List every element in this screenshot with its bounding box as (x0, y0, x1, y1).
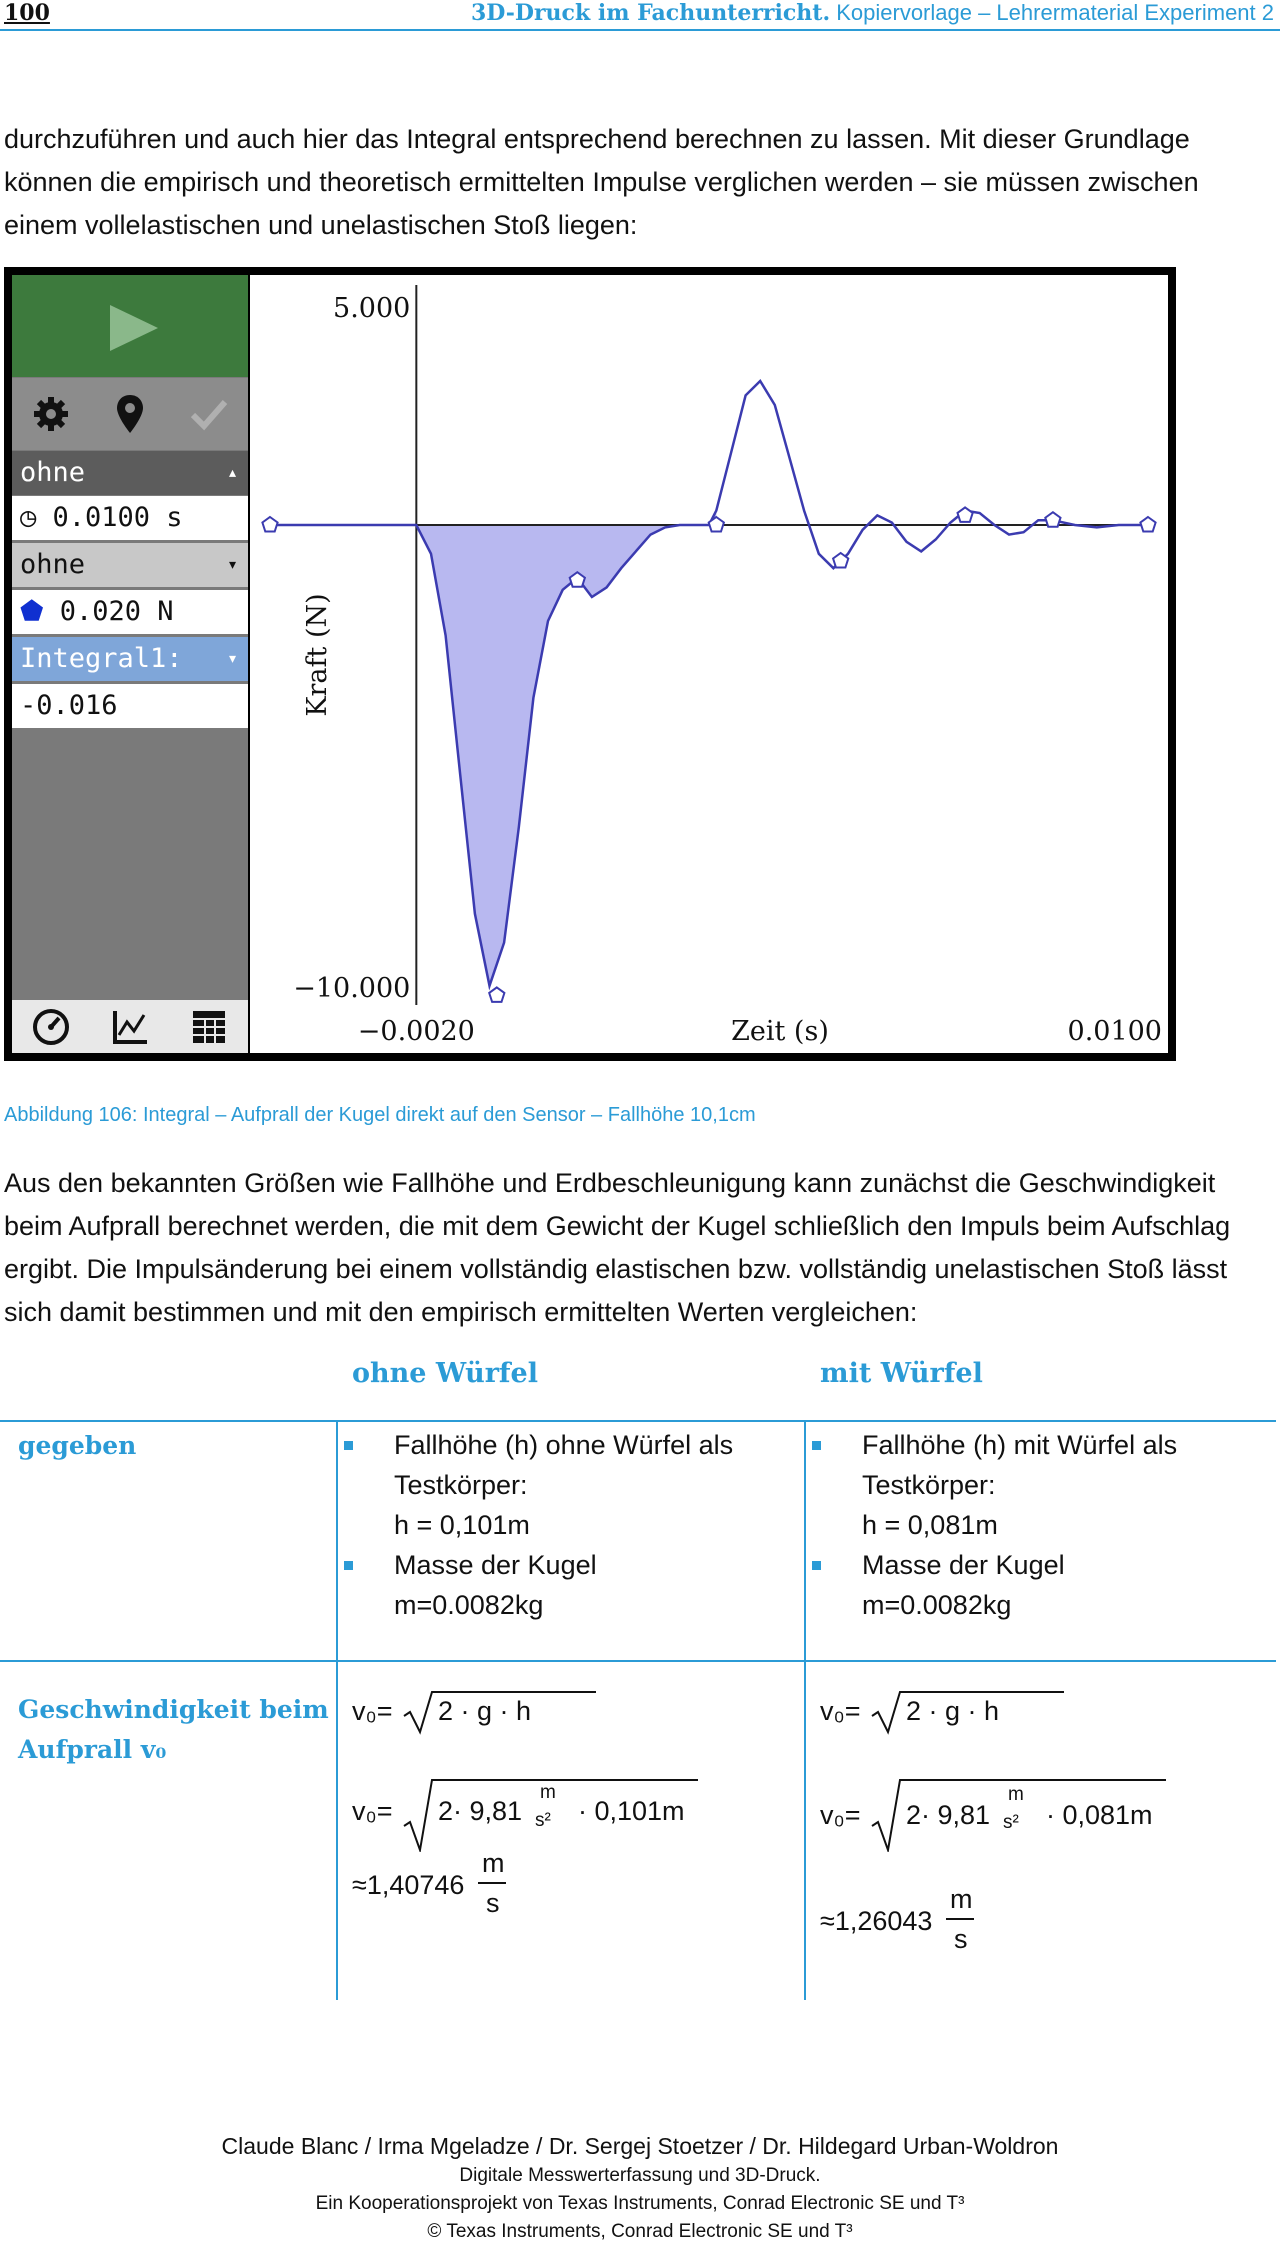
check-icon (189, 397, 229, 431)
velocity-calc-ohne-wuerfel (352, 1688, 792, 1988)
select-analysis-1[interactable] (12, 451, 248, 495)
given-line: m=0.0082kg (862, 1590, 1012, 1620)
explanation-line: ergibt. Die Impulsänderung bei einem vollständig elastischen bzw. vollständig unelastischen Stoß lässt (4, 1254, 1228, 1284)
column-header-mit-wuerfel: mit Würfel (820, 1358, 983, 1389)
integral-value-text: -0.016 (20, 690, 118, 721)
play-button[interactable] (12, 275, 248, 377)
gear-icon (31, 394, 71, 434)
select-analysis-1-label: ohne (20, 457, 86, 488)
row-label-gegeben: gegeben (18, 1431, 137, 1460)
given-line: Masse der Kugel (862, 1550, 1065, 1580)
explanation-line: sich damit bestimmen und mit den empirisch ermittelten Werten vergleichen: (4, 1297, 918, 1327)
caret-down-icon: ▾ (227, 554, 238, 575)
unit-denominator: s² (535, 1810, 551, 1831)
marker-button[interactable] (91, 378, 169, 450)
force-value-text: 0.020 N (59, 596, 174, 627)
result-unit-numerator: m (482, 1848, 505, 1878)
result-unit-denominator: s (486, 1888, 500, 1918)
play-icon (12, 275, 248, 377)
intro-line: können die empirisch und theoretisch ermittelten Impulse verglichen werden – sie müssen zwischen (4, 167, 1199, 197)
y-tick-label-bottom: −10.000 (293, 973, 411, 1004)
table-view-button[interactable] (169, 1000, 248, 1053)
result-unit-denominator: s (954, 1924, 968, 1954)
bullet-icon (812, 1561, 821, 1570)
meter-view-button[interactable] (12, 1000, 91, 1053)
fraction-bar (478, 1882, 506, 1884)
formula-substitution: 2· 9,81 (906, 1800, 991, 1830)
bullet-icon (344, 1441, 353, 1450)
y-axis-label: Kraft (N) (302, 593, 333, 717)
pentagon-marker-icon: ⬟ (20, 596, 60, 627)
force-value (12, 590, 248, 634)
location-pin-icon (114, 393, 146, 435)
formula-radicand: 2 · g · h (906, 1696, 1000, 1726)
table-rule (0, 1660, 1276, 1662)
time-value (12, 496, 248, 540)
clock-icon: ◷ (20, 502, 53, 533)
time-value-text: 0.0100 s (52, 502, 183, 533)
given-line: Testkörper: (394, 1470, 528, 1500)
table-rule (0, 1420, 1276, 1422)
gauge-icon (31, 1007, 71, 1047)
graph-view-button[interactable] (91, 1000, 170, 1053)
confirm-button[interactable] (170, 378, 248, 450)
given-line: Testkörper: (862, 1470, 996, 1500)
figure-caption: Abbildung 106: Integral – Aufprall der Kugel direkt auf den Sensor – Fallhöhe 10,1cm (4, 1104, 756, 1126)
formula-radicand: 2 · g · h (438, 1696, 532, 1726)
header-title-bold: 3D-Druck im Fachunterricht. (470, 0, 831, 26)
x-tick-label-right: 0.0100 (1067, 1016, 1162, 1047)
velocity-result: ≈1,26043 (820, 1906, 933, 1936)
header-rule (0, 29, 1280, 31)
velocity-calc-mit-wuerfel (820, 1688, 1260, 1988)
explanation-line: Aus den bekannten Größen wie Fallhöhe und Erdbeschleunigung kann zunächst die Geschwindigkeit (4, 1168, 1216, 1198)
column-header-ohne-wuerfel: ohne Würfel (352, 1358, 538, 1389)
v0-symbol: v₀= (352, 1696, 393, 1726)
given-mit-wuerfel (862, 1425, 1177, 1625)
given-line: h = 0,081m (862, 1510, 998, 1540)
v0-symbol: v₀= (820, 1800, 861, 1830)
unit-numerator: m (1008, 1784, 1024, 1805)
intro-line: durchzuführen und auch hier das Integral entsprechend berechnen zu lassen. Mit dieser Grundlage (4, 124, 1190, 154)
bullet-icon (812, 1441, 821, 1450)
explanation-paragraph (4, 1162, 1276, 1334)
fraction-bar (946, 1918, 974, 1920)
page-number: 100 (4, 0, 50, 26)
unit-numerator: m (540, 1782, 556, 1803)
v0-symbol: v₀= (352, 1796, 393, 1826)
given-line: h = 0,101m (394, 1510, 530, 1540)
x-axis-label: Zeit (s) (731, 1016, 829, 1047)
footer-copyright: © Texas Instruments, Conrad Electronic SE und T³ (427, 2221, 853, 2242)
select-integral[interactable] (12, 637, 248, 681)
given-ohne-wuerfel (394, 1425, 733, 1625)
y-tick-label-top: 5.000 (333, 293, 411, 324)
graph-side-panel (12, 275, 248, 1053)
toolbar (12, 378, 248, 450)
given-line: m=0.0082kg (394, 1590, 544, 1620)
footer-authors: Claude Blanc / Irma Mgeladze / Dr. Sergej Stoetzer / Dr. Hildegard Urban-Woldron (221, 2133, 1059, 2159)
bullet-icon (344, 1561, 353, 1570)
view-switcher (12, 1000, 248, 1053)
unit-denominator: s² (1003, 1812, 1019, 1833)
table-icon (189, 1007, 229, 1047)
select-analysis-2-label: ohne (20, 549, 86, 580)
result-unit-numerator: m (950, 1884, 973, 1914)
explanation-line: beim Aufprall berechnet werden, die mit dem Gewicht der Kugel schließlich den Impuls beim Aufschlag (4, 1211, 1231, 1241)
formula-substitution: 2· 9,81 (438, 1796, 523, 1826)
table-column-divider (336, 1420, 338, 2000)
row-label-geschwindigkeit (18, 1690, 329, 1770)
row-label-line: Aufprall v₀ (18, 1735, 167, 1764)
row-label-line: Geschwindigkeit beim (18, 1695, 329, 1724)
x-tick-label-left: −0.0020 (357, 1016, 475, 1047)
figure-screenshot (4, 267, 1176, 1061)
footer-cooperation: Ein Kooperationsprojekt von Texas Instruments, Conrad Electronic SE und T³ (315, 2193, 965, 2214)
intro-line: einem vollelastischen und unelastischen Stoß liegen: (4, 210, 638, 240)
caret-up-icon: ▴ (227, 462, 238, 483)
table-column-divider (804, 1420, 806, 2000)
formula-substitution-rest: · 0,081m (1046, 1800, 1153, 1830)
footer (0, 2130, 1280, 2246)
intro-paragraph (4, 118, 1276, 247)
running-header (471, 0, 1274, 26)
graph-icon (110, 1007, 150, 1047)
given-line: Fallhöhe (h) ohne Würfel als (394, 1430, 734, 1460)
settings-button[interactable] (12, 378, 90, 450)
given-line: Fallhöhe (h) mit Würfel als (862, 1430, 1178, 1460)
select-integral-label: Integral1: (20, 643, 183, 674)
caret-down-icon: ▾ (227, 648, 238, 669)
footer-title: Digitale Messwerterfassung und 3D-Druck. (459, 2165, 821, 2186)
force-time-chart (250, 275, 1168, 1053)
header-title-rest: Kopiervorlage – Lehrermaterial Experiment 2 (830, 0, 1274, 25)
velocity-result: ≈1,40746 (352, 1870, 465, 1900)
given-line: Masse der Kugel (394, 1550, 597, 1580)
formula-substitution-rest: · 0,101m (578, 1796, 685, 1826)
integral-value (12, 684, 248, 728)
select-analysis-2[interactable] (12, 543, 248, 587)
v0-symbol: v₀= (820, 1696, 861, 1726)
